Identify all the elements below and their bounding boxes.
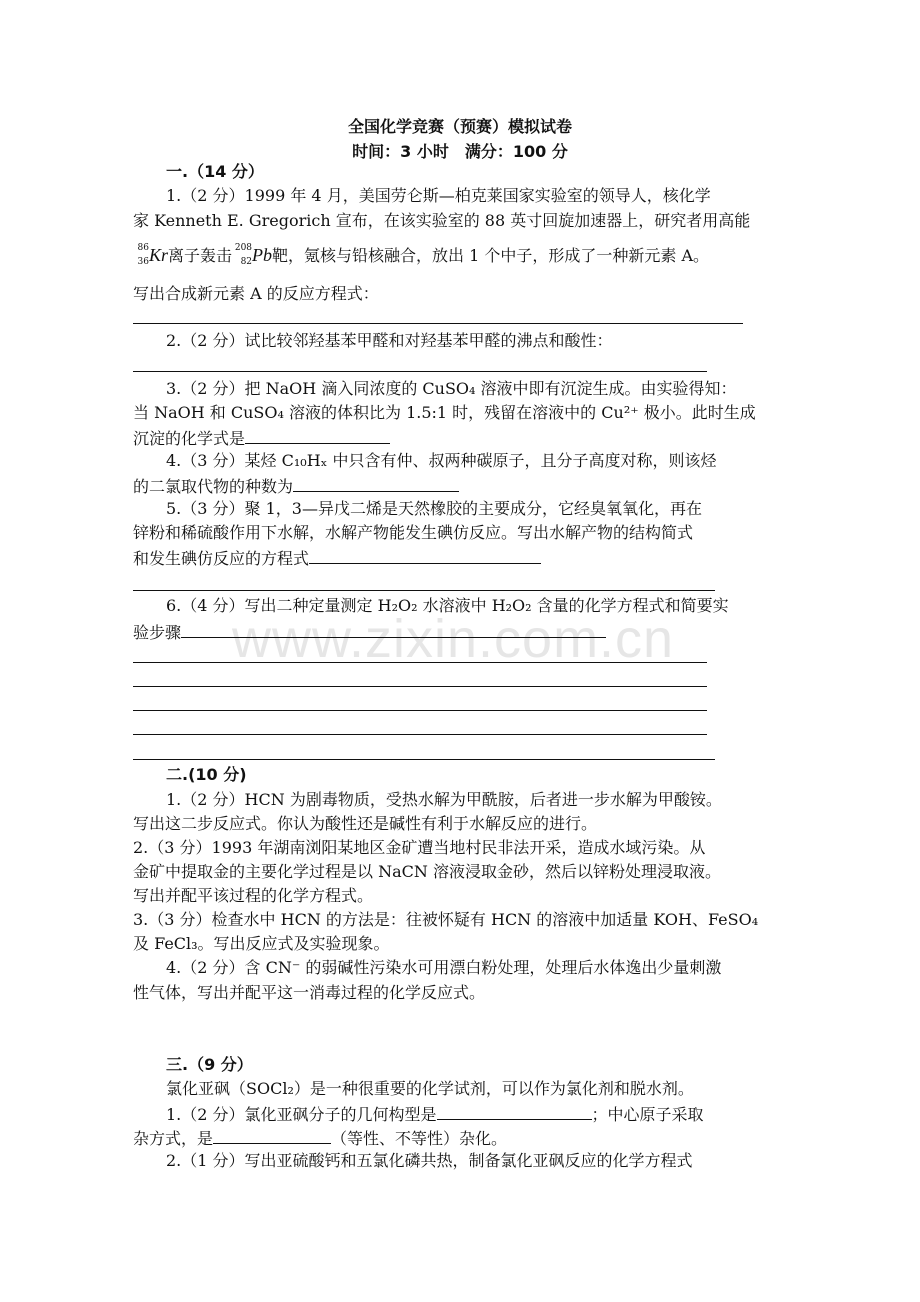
s1-q5-line2: 锌粉和稀硫酸作用下水解，水解产物能发生碘仿反应。写出水解产物的结构简式	[133, 523, 694, 542]
answer-blank-q6b[interactable]	[133, 662, 707, 663]
answer-blank-q6d[interactable]	[133, 710, 707, 711]
s1-q1-line4: 写出合成新元素 A 的反应方程式：	[133, 284, 379, 303]
answer-blank-q6[interactable]	[181, 619, 606, 638]
s1-q6-line1: 6.（4 分）写出二种定量测定 H₂O₂ 水溶液中 H₂O₂ 含量的化学方程式和简要实	[166, 596, 729, 615]
s3-q2: 2.（1 分）写出亚硫酸钙和五氯化磷共热，制备氯化亚砜反应的化学方程式	[166, 1151, 693, 1170]
s1-q3-line2: 当 NaOH 和 CuSO₄ 溶液的体积比为 1.5:1 时，残留在溶液中的 Cu²⁺ 极小。此时生成	[133, 403, 756, 422]
s2-q3-line2: 及 FeCl₃。写出反应式及实验现象。	[133, 934, 390, 953]
page-title: 全国化学竞赛（预赛）模拟试卷	[347, 117, 572, 136]
kr-nuclide: 86 36	[137, 242, 149, 267]
answer-blank-q5b[interactable]	[133, 590, 715, 591]
watermark: www.zixin.com.cn	[232, 609, 675, 669]
s2-q2-line2: 金矿中提取金的主要化学过程是以 NaCN 溶液浸取金砂，然后以锌粉处理浸取液。	[133, 862, 721, 881]
s2-q1-line1: 1.（2 分）HCN 为剧毒物质，受热水解为甲酰胺，后者进一步水解为甲酸铵。	[166, 790, 722, 809]
s1-q1-line1: 1.（2 分）1999 年 4 月，美国劳仑斯—柏克莱国家实验室的领导人，核化学	[166, 186, 711, 205]
answer-blank-geometry[interactable]	[437, 1101, 592, 1120]
s1-q6-line2: 验步骤	[133, 619, 606, 645]
answer-blank-q3[interactable]	[245, 425, 390, 444]
s1-q4-line2: 的二氯取代物的种数为	[133, 473, 459, 499]
s1-q5-line3: 和发生碘仿反应的方程式	[133, 545, 541, 571]
s1-q5-line1: 5.（3 分）聚 1，3—异戊二烯是天然橡胶的主要成分，它经臭氧氧化，再在	[166, 499, 702, 518]
answer-blank-q1[interactable]	[133, 323, 743, 324]
s1-q1-line2: 家 Kenneth E. Gregorich 宣布，在该实验室的 88 英寸回旋加速器上，研究者用高能	[133, 211, 751, 230]
answer-blank-q5[interactable]	[309, 545, 541, 564]
s1-q1-line3: 86 36 Kr离子轰击 208 82 Pb靶，氪核与铅核融合，放出 1 个中子，形成了一种新元素 A。	[133, 243, 709, 269]
s1-q3-line1: 3.（2 分）把 NaOH 滴入同浓度的 CuSO₄ 溶液中即有沉淀生成。由实验得知：	[166, 379, 737, 398]
answer-blank-q6e[interactable]	[133, 734, 707, 735]
section-2-heading: 二.(10 分)	[166, 765, 247, 784]
answer-blank-q2[interactable]	[133, 371, 707, 372]
s1-q4-line1: 4.（3 分）某烃 C₁₀Hₓ 中只含有仲、叔两种碳原子，且分子高度对称，则该烃	[166, 451, 717, 470]
answer-blank-q6f[interactable]	[133, 759, 715, 760]
page-subtitle: 时间：3 小时 满分：100 分	[352, 142, 568, 161]
s3-intro: 氯化亚砜（SOCl₂）是一种很重要的化学试剂，可以作为氯化剂和脱水剂。	[166, 1079, 694, 1098]
section-1-heading: 一.（14 分）	[166, 162, 264, 181]
s2-q2-line3: 写出并配平该过程的化学方程式。	[133, 886, 374, 905]
answer-blank-q4[interactable]	[293, 473, 459, 492]
s3-q1-line2: 杂方式，是 （等性、不等性）杂化。	[133, 1125, 507, 1151]
s2-q3-line1: 3.（3 分）检查水中 HCN 的方法是：往被怀疑有 HCN 的溶液中加适量 KOH、FeSO₄	[133, 910, 759, 929]
s1-q3-line3: 沉淀的化学式是	[133, 425, 390, 451]
s2-q4-line1: 4.（2 分）含 CN⁻ 的弱碱性污染水可用漂白粉处理，处理后水体逸出少量刺激	[166, 958, 722, 977]
s3-q1-line1: 1.（2 分）氯化亚砜分子的几何构型是 ；中心原子采取	[166, 1101, 704, 1127]
answer-blank-q6c[interactable]	[133, 686, 707, 687]
pb-nuclide: 208 82	[234, 242, 253, 267]
s1-q2: 2.（2 分）试比较邻羟基苯甲醛和对羟基苯甲醛的沸点和酸性：	[166, 331, 613, 350]
s2-q1-line2: 写出这二步反应式。你认为酸性还是碱性有利于水解反应的进行。	[133, 814, 598, 833]
s2-q4-line2: 性气体，写出并配平这一消毒过程的化学反应式。	[133, 983, 486, 1002]
s2-q2-line1: 2.（3 分）1993 年湖南浏阳某地区金矿遭当地村民非法开采，造成水域污染。从	[133, 838, 706, 857]
answer-blank-hybrid[interactable]	[213, 1125, 331, 1144]
section-3-heading: 三.（9 分）	[166, 1055, 253, 1074]
